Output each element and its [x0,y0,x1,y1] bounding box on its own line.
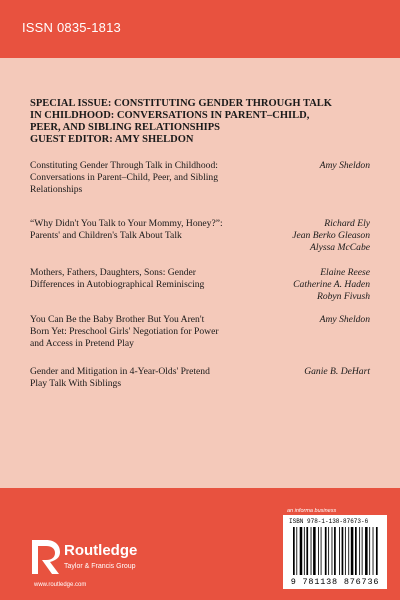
barcode-bar [376,527,378,575]
issn-number: ISSN 0835-1813 [22,20,121,35]
routledge-logo-icon [28,538,62,576]
title-line: Parents' and Children's Talk About Talk [30,230,182,241]
title-line: and Access in Pretend Play [30,338,134,349]
title-line: “Why Didn't You Talk to Your Mommy, Honey?”: [30,218,223,229]
author-name: Robyn Fivush [316,291,370,302]
barcode-bar [345,527,346,575]
barcode-bar [359,527,360,575]
publisher-subtitle: Taylor & Francis Group [64,563,136,570]
barcode-bar [334,527,336,575]
article-title [30,160,260,196]
barcode-bar [293,527,295,575]
barcode-bar [339,527,340,575]
author-name: Jean Berko Gleason [292,230,370,241]
isbn-label: ISBN 978-1-138-87673-6 [289,518,369,525]
heading-line: IN CHILDHOOD: CONVERSATIONS IN PARENT–CHILD, [30,110,310,121]
author-name: Ganie B. DeHart [304,366,370,377]
barcode-bar [332,527,333,575]
barcode-bar [300,527,303,575]
article-title [30,218,260,242]
title-line: Born Yet: Preschool Girls' Negotiation for Power [30,326,219,337]
barcode-bar [328,527,329,575]
barcode-bar [296,527,297,575]
article-authors [250,218,370,254]
title-line: Conversations in Parent–Child, Peer, and Sibling [30,172,219,183]
publisher-url[interactable]: www.routledge.com [34,582,87,588]
barcode-bar [304,527,305,575]
title-line: Relationships [30,184,83,195]
article-authors [250,314,370,326]
barcode-bar [348,527,349,575]
barcode-bar [306,527,308,575]
barcode-bar [342,527,344,575]
author-name: Amy Sheldon [319,160,370,171]
barcode-bar [313,527,316,575]
barcode-bars [289,527,381,575]
heading-line: GUEST EDITOR: AMY SHELDON [30,134,194,145]
title-line: You Can Be the Baby Brother But You Aren't [30,314,205,325]
article-authors [250,267,370,303]
author-name: Catherine A. Haden [293,279,370,290]
barcode-bar [373,527,374,575]
barcode-bar [311,527,312,575]
barcode-bar [365,527,368,575]
article-title [30,267,260,291]
barcode-digits: 9 781138 876736 [290,577,380,587]
barcode-bar [351,527,354,575]
title-line: Mothers, Fathers, Daughters, Sons: Gender [30,267,196,278]
barcode-bar [325,527,327,575]
author-name: Amy Sheldon [319,314,370,325]
special-issue-heading [30,98,330,146]
article-authors [250,366,370,378]
barcode-bar [321,527,322,575]
barcode-bar [362,527,363,575]
heading-line: SPECIAL ISSUE: CONSTITUTING GENDER THROUGH TALK [30,98,332,109]
title-line: Play Talk With Siblings [30,378,122,389]
title-line: Gender and Mitigation in 4-Year-Olds' Pretend [30,366,210,377]
article-authors [250,160,370,172]
author-name: Elaine Reese [320,267,370,278]
top-color-band [0,0,400,58]
heading-line: PEER, AND SIBLING RELATIONSHIPS [30,122,221,133]
article-title [30,314,260,350]
barcode-bar [318,527,319,575]
author-name: Alyssa McCabe [310,242,370,253]
isbn-barcode [283,515,387,589]
publisher-name: Routledge [64,542,138,559]
title-line: Differences in Autobiographical Reminiscing [30,279,205,290]
informa-tagline: an informa business [287,508,337,514]
author-name: Richard Ely [324,218,370,229]
title-line: Constituting Gender Through Talk in Childhood: [30,160,218,171]
barcode-bar [355,527,357,575]
article-title [30,366,260,390]
barcode-bar [369,527,370,575]
